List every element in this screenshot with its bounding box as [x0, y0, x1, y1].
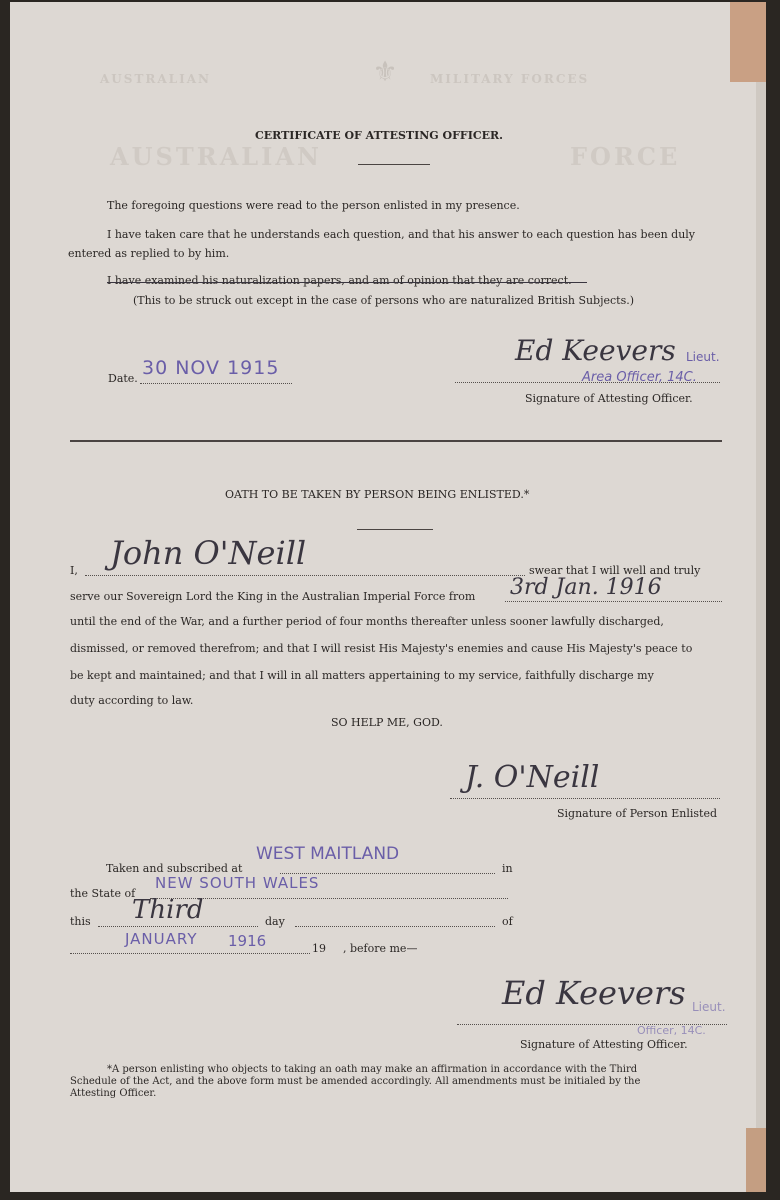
watermark-text: FORCE [570, 142, 681, 171]
watermark-text: AUSTRALIAN [100, 72, 211, 86]
taken-label: Taken and subscribed at [106, 862, 243, 875]
year-prefix: 19 [312, 942, 326, 955]
place-stamp: WEST MAITLAND [256, 844, 400, 864]
oath-closing: SO HELP ME, GOD. [331, 716, 443, 729]
day-line [98, 926, 258, 927]
paper-tab-bottom [746, 1128, 766, 1192]
date-label: Date. [108, 372, 138, 385]
oath-line-3: until the end of the War, and a further period of four months thereafter unless sooner lawfully discharged, [70, 615, 664, 628]
officer-signature: Ed Keevers [502, 974, 686, 1012]
date-line [140, 383, 292, 384]
from-date-line [505, 601, 722, 602]
oath-line-4: dismissed, or removed therefrom; and that I will resist His Majesty's enemies and cause His Majesty's peace to [70, 642, 693, 655]
oath-line-1: swear that I will well and truly [529, 564, 701, 577]
officer-signature-label: Signature of Attesting Officer. [520, 1038, 688, 1051]
enlisted-signature: J. O'Neill [465, 760, 600, 795]
certificate-para-3: I have examined his naturalization papers, and am of opinion that they are correct. [107, 274, 572, 287]
footnote-line-2: Schedule of the Act, and the above form must be amended accordingly. All amendments must be initialed by the [70, 1076, 641, 1087]
enlisted-signature-label: Signature of Person Enlisted [557, 807, 717, 820]
state-stamp: NEW SOUTH WALES [155, 874, 320, 892]
oath-line-6: duty according to law. [70, 694, 194, 707]
day-handwritten: Third [132, 895, 204, 925]
enlisted-signature-line [450, 798, 720, 799]
paper-tab-top [730, 2, 766, 82]
page-edge-shadow [756, 2, 766, 1192]
officer-rank-stamp: Lieut. [692, 1000, 726, 1014]
state-line [150, 898, 508, 899]
of-label: of [502, 915, 513, 928]
footnote-line-3: Attesting Officer. [70, 1088, 157, 1099]
day-label: day [265, 915, 285, 928]
state-label: the State of [70, 887, 136, 900]
crest-watermark-icon: ⚜ [372, 55, 398, 88]
certificate-title: CERTIFICATE OF ATTESTING OFFICER. [255, 129, 503, 142]
this-label: this [70, 915, 91, 928]
oath-line-2: serve our Sovereign Lord the King in the Australian Imperial Force from [70, 590, 476, 603]
year-line [70, 953, 310, 954]
month-stamp: JANUARY [125, 930, 198, 948]
officer-stamp: Officer, 14C. [637, 1024, 706, 1037]
name-line [85, 575, 525, 576]
area-officer-stamp: Area Officer, 14C. [582, 370, 697, 385]
certificate-para-1: The foregoing questions were read to the person enlisted in my presence. [107, 199, 520, 212]
enlistee-name: John O'Neill [110, 534, 307, 572]
title-rule [358, 164, 430, 165]
section-divider [70, 440, 722, 442]
signature-label: Signature of Attesting Officer. [525, 392, 693, 405]
attesting-officer-signature: Ed Keevers [515, 334, 676, 367]
strike-through-line [107, 282, 587, 283]
naturalization-note: (This to be struck out except in the case of persons who are naturalized British Subjects.) [133, 294, 635, 307]
in-label: in [502, 862, 513, 875]
i-label: I, [70, 564, 78, 577]
rank-stamp: Lieut. [686, 350, 720, 364]
footnote-line-1: *A person enlisting who objects to taking an oath may make an affirmation in accordance with the Third [107, 1064, 638, 1075]
watermark-text: MILITARY FORCES [430, 72, 590, 86]
oath-title: OATH TO BE TAKEN BY PERSON BEING ENLISTED.* [225, 488, 530, 501]
certificate-para-2-cont: entered as replied to by him. [68, 247, 230, 260]
document-page [10, 2, 766, 1192]
oath-title-rule [357, 529, 433, 530]
certificate-para-2: I have taken care that he understands each question, and that his answer to each question has been duly [107, 228, 696, 241]
date-stamp: 30 NOV 1915 [142, 357, 280, 379]
year-stamp: 1916 [228, 932, 267, 950]
month-line [295, 926, 495, 927]
oath-line-5: be kept and maintained; and that I will in all matters appertaining to my service, faithfully discharge my [70, 669, 654, 682]
before-me-label: , before me— [343, 942, 418, 955]
from-date: 3rd Jan. 1916 [510, 575, 662, 600]
watermark-text: AUSTRALIAN [110, 142, 322, 171]
